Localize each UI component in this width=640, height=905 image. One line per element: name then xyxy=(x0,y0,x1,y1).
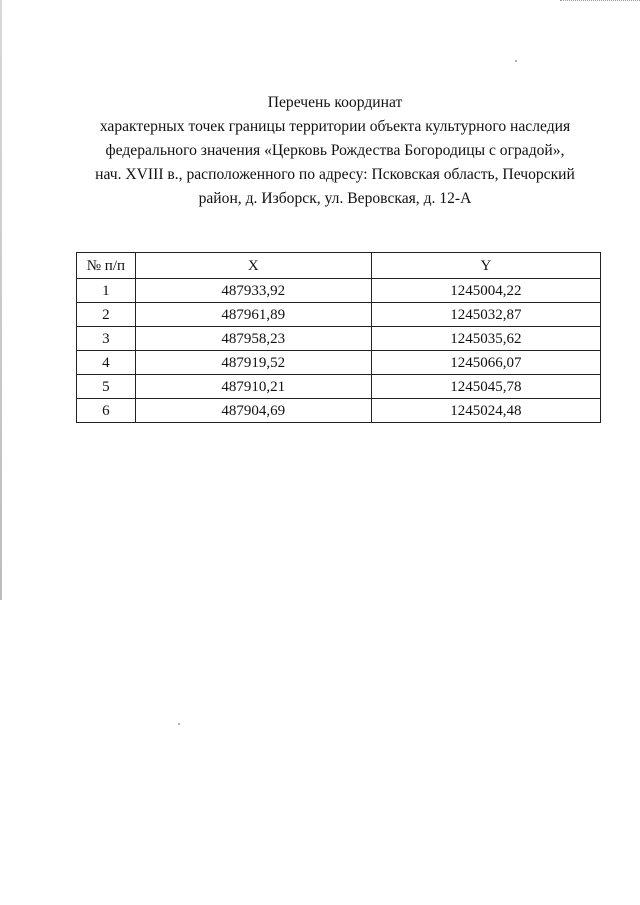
point-number: 1 xyxy=(77,279,136,303)
x-coordinate: 487958,23 xyxy=(135,327,371,351)
table-header-row xyxy=(77,253,601,279)
heading-line-2: характерных точек границы территории объекта культурного наследия xyxy=(99,118,571,135)
heading-line-4: нач. XVIII в., расположенного по адресу: Псковская область, Печорский xyxy=(95,166,575,183)
column-header-y: Y xyxy=(371,253,600,279)
point-number: 4 xyxy=(77,351,136,375)
table-row xyxy=(77,375,601,399)
x-coordinate: 487961,89 xyxy=(135,303,371,327)
table-row xyxy=(77,351,601,375)
y-coordinate: 1245024,48 xyxy=(371,399,600,423)
scan-mark xyxy=(560,0,640,4)
x-coordinate: 487933,92 xyxy=(135,279,371,303)
y-coordinate: 1245035,62 xyxy=(371,327,600,351)
table-row xyxy=(77,279,601,303)
coordinates-table xyxy=(76,252,601,423)
y-coordinate: 1245045,78 xyxy=(371,375,600,399)
heading-line-3: федерального значения «Церковь Рождества Богородицы с оградой», xyxy=(105,142,565,159)
x-coordinate: 487910,21 xyxy=(135,375,371,399)
x-coordinate: 487904,69 xyxy=(135,399,371,423)
table-row xyxy=(77,399,601,423)
y-coordinate: 1245004,22 xyxy=(371,279,600,303)
column-header-x: X xyxy=(135,253,371,279)
column-header-number: № п/п xyxy=(77,253,136,279)
document-heading xyxy=(70,91,600,211)
table-row xyxy=(77,327,601,351)
table-row xyxy=(77,303,601,327)
y-coordinate: 1245032,87 xyxy=(371,303,600,327)
y-coordinate: 1245066,07 xyxy=(371,351,600,375)
scan-edge xyxy=(0,0,2,600)
heading-title: Перечень координат xyxy=(267,94,403,111)
point-number: 6 xyxy=(77,399,136,423)
heading-line-5: район, д. Изборск, ул. Веровская, д. 12-А xyxy=(198,190,472,207)
x-coordinate: 487919,52 xyxy=(135,351,371,375)
point-number: 5 xyxy=(77,375,136,399)
scan-speck xyxy=(515,60,517,62)
point-number: 2 xyxy=(77,303,136,327)
scan-speck xyxy=(178,723,180,725)
point-number: 3 xyxy=(77,327,136,351)
